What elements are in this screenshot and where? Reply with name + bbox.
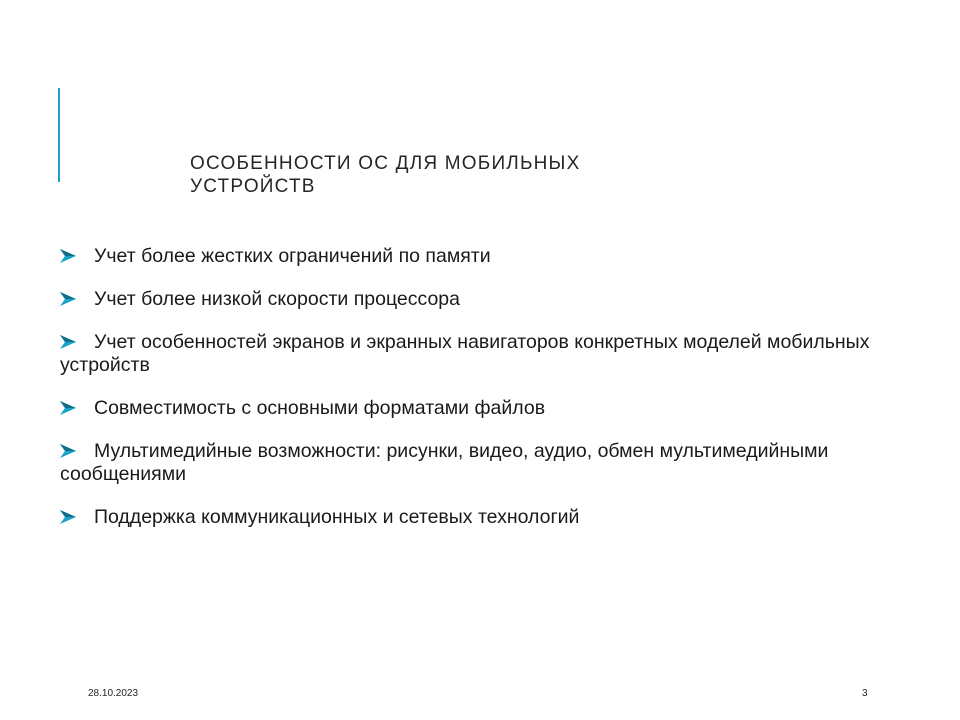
bullet-text: Учет особенностей экранов и экранных навигаторов конкретных моделей мобильных устройств — [60, 331, 870, 376]
arrow-right-icon — [60, 510, 76, 524]
title-line: ОСОБЕННОСТИ ОС ДЛЯ МОБИЛЬНЫХ — [190, 153, 581, 174]
arrow-right-icon — [60, 444, 76, 458]
list-item — [60, 245, 900, 268]
list-item — [60, 506, 900, 529]
bullet-text: Учет более жестких ограничений по памяти — [94, 245, 491, 267]
arrow-right-icon — [60, 335, 76, 349]
slide-title — [190, 152, 790, 198]
bullet-list — [60, 245, 900, 549]
footer-date: 28.10.2023 — [88, 688, 139, 699]
page-number: 3 — [862, 688, 868, 699]
bullet-text: Мультимедийные возможности: рисунки, видео, аудио, обмен мультимедийными сообщениями — [60, 440, 829, 485]
list-item — [60, 440, 900, 486]
arrow-right-icon — [60, 401, 76, 415]
list-item — [60, 397, 900, 420]
accent-bar — [58, 88, 60, 182]
arrow-right-icon — [60, 249, 76, 263]
arrow-right-icon — [60, 292, 76, 306]
bullet-text: Поддержка коммуникационных и сетевых технологий — [94, 506, 580, 528]
list-item — [60, 288, 900, 311]
list-item — [60, 331, 900, 377]
title-line: УСТРОЙСТВ — [190, 176, 316, 197]
bullet-text: Учет более низкой скорости процессора — [94, 288, 460, 310]
bullet-text: Совместимость с основными форматами файлов — [94, 397, 546, 419]
